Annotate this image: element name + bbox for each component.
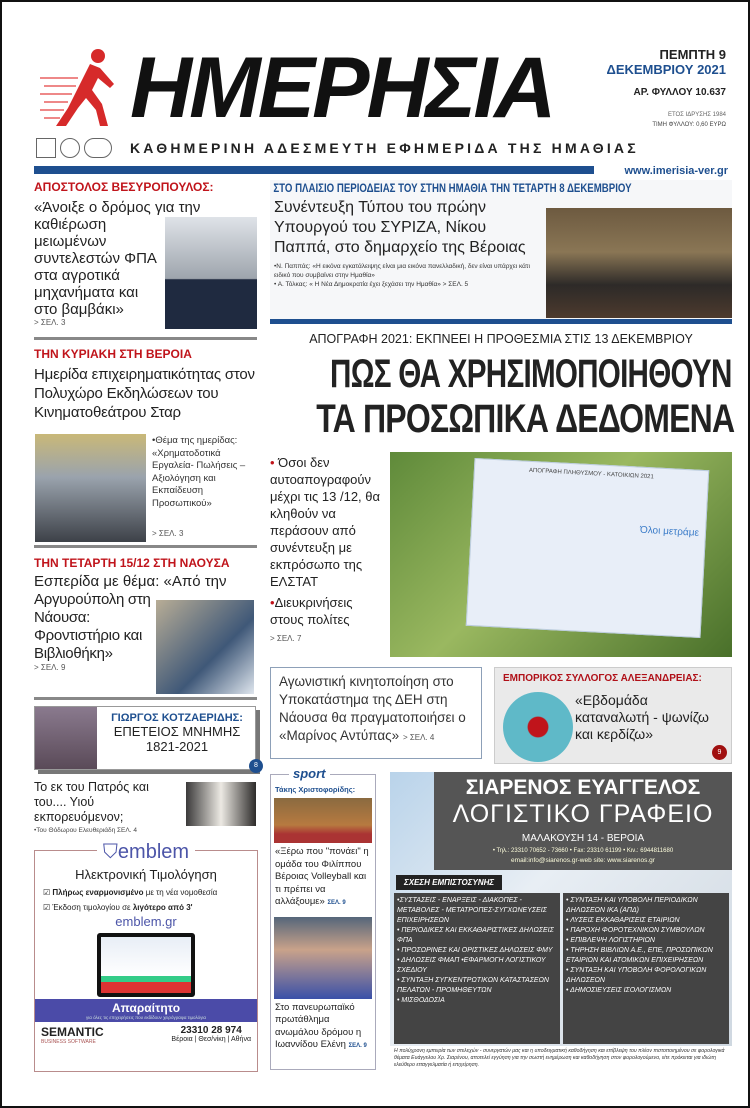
article-kicker: ΕΜΠΟΡΙΚΟΣ ΣΥΛΛΟΓΟΣ ΑΛΕΞΑΝΔΡΕΙΑΣ: xyxy=(503,673,702,684)
main-headline-2: ΤΑ ΠΡΟΣΩΠΙΚΑ ΔΕΔΟΜΕΝΑ xyxy=(316,397,735,441)
article-quote-wrap xyxy=(34,199,257,328)
siarenos-ad[interactable] xyxy=(390,772,732,1070)
logo-badge-icon xyxy=(36,138,56,158)
hall-photo xyxy=(35,434,146,542)
kyriaki-article[interactable] xyxy=(34,347,257,542)
article-headline: Ημερίδα επιχειρηματικότητας στον Πολυχώρο Εκδηλώσεων του Κινηματοθεάτρου Σταρ xyxy=(34,366,255,421)
papas-article[interactable] xyxy=(270,180,732,324)
divider xyxy=(34,337,257,340)
deh-article[interactable]: Αγωνιστική κινητοποίηση στο Υποκατάστημα της ΔΕΗ στη Νάουσα θα πραγματοποιήσει ο «Μαρίνος Αντύπας» > ΣΕΛ. 4 xyxy=(270,667,482,759)
banner: Απαραίτητο για όλες τις επιχειρήσεις που εκδίδουν χειρόγραφα τιμολόγια xyxy=(35,999,257,1022)
ad-footer: Η πολύχρονη εμπειρία των στελεχών - συνεργατών μας και η υποδειγματική καθοδήγηση και επίβλεψη του πλέον πιστοποιημένου σε φορολογικά θέματα Ευάγγελου Χρ. Σιαρένου, αποτελεί εγγύηση για την σωστή ενημέρωση και καθοδήγηση στον φορολογούμενο, είτε πρόκειται για ιδιώτη ελεύθερο επαγγελματία ή επιχείρηση. xyxy=(390,1046,732,1070)
emblem-ad[interactable] xyxy=(34,841,258,1072)
page-badge: 8 xyxy=(249,759,263,773)
emblem-url[interactable]: emblem.gr xyxy=(115,914,177,929)
ad-header: ΣΙΑΡΕΝΟΣ ΕΥΑΓΓΕΛΟΣ ΛΟΓΙΣΤΙΚΟ ΓΡΑΦΕΙΟ ΜΑΛΑΚΟΥΣΗ 14 - ΒΕΡΟΙΑ • Τηλ.: 23310 70652 - 73660 • Fax: 23310 61199 • Κιν.: 6944811680 email:info@siarenos.gr-web site: www.siarenos.gr xyxy=(434,772,732,870)
checkbox-icon: ☑ xyxy=(43,888,53,897)
masthead-tagline: ΚΑΘΗΜΕΡΙΝΗ ΑΔΕΣΜΕΥΤΗ ΕΦΗΜΕΡΙΔΑ ΤΗΣ ΗΜΑΘΙΑΣ xyxy=(130,140,639,156)
article-kicker: ΑΠΟΣΤΟΛΟΣ ΒΕΣΥΡΟΠΟΥΛΟΣ: xyxy=(34,180,214,194)
cities: Βέροια | Θεσ/νίκη | Αθήνα xyxy=(171,1036,251,1043)
sport-label: sport xyxy=(289,766,330,781)
article-headline: Συνέντευξη Τύπου του πρώην Υπουργού του ΣΥΡΙΖΑ, Νίκου Παππά, στο δημαρχείο της Βέροιας xyxy=(274,199,526,256)
phone: 23310 28 974 xyxy=(180,1025,242,1036)
kotzaeridis-photo xyxy=(35,707,97,769)
runner-photo xyxy=(274,917,372,999)
vesyropoulos-article[interactable] xyxy=(34,180,257,336)
issue-number: ΑΡ. ΦΥΛΛΟΥ 10.637 xyxy=(633,87,726,98)
page-ref: > ΣΕΛ. 3 xyxy=(34,318,66,327)
masthead-bar xyxy=(34,166,594,174)
blue-bar xyxy=(270,319,732,324)
census-form: ΑΠΟΓΡΑΦΗ ΠΛΗΘΥΣΜΟΥ - ΚΑΤΟΙΚΙΩΝ 2021 Όλοι μετράμε xyxy=(466,458,709,638)
sport-headline: Στο πανευρωπαϊκό πρωτάθλημα ανωμάλου δρόμου η Ιωαννίδου Ελένη ΣΕΛ. 9 xyxy=(275,1001,367,1050)
byline: •Του Θόδωρου Ελευθεριάδη ΣΕΛ. 4 xyxy=(34,827,137,834)
naousa-article[interactable] xyxy=(34,556,257,696)
article-headline-top: Εσπερίδα με θέμα: «Από την xyxy=(34,573,227,590)
website-link[interactable]: www.imerisia-ver.gr xyxy=(624,165,728,177)
article-headline: «Εβδομάδα καταναλωτή - ψωνίζω και κερδίζω» xyxy=(575,692,709,742)
sport-quote: «Ξέρω που "πονάει" η ομάδα του Φιλίππου Βέροιας Volleyball και τι πρέπει να αλλάξουμε» ΣΕΛ. 9 xyxy=(275,846,369,907)
page-ref: > ΣΕΛ. 9 xyxy=(34,663,66,672)
main-kicker: ΑΠΟΓΡΑΦΗ 2021: ΕΚΠΝΕΕΙ Η ΠΡΟΘΕΣΜΙΑ ΣΤΙΣ 13 ΔΕΚΕΜΒΡΙΟΥ xyxy=(309,332,693,346)
vesyropoulos-photo xyxy=(165,217,257,329)
sport-name: Τάκης Χριστοφορίδης: xyxy=(275,785,356,794)
article-kicker: ΤΗΝ ΤΕΤΑΡΤΗ 15/12 ΣΤΗ ΝΑΟΥΣΑ xyxy=(34,556,230,570)
services-right: • ΣΥΝΤΑΞΗ ΚΑΙ ΥΠΟΒΟΛΗ ΠΕΡΙΟΔΙΚΩΝ ΔΗΛΩΣΕΩΝ ΙΚΑ (ΑΠΔ) • ΛΥΣΕΙΣ ΕΚΚΑΘΑΡΙΣΕΙΣ ΕΤΑΙΡΙΩΝ • ΠΑΡΟΧΗ ΦΟΡΟΤΕΧΝΙΚΩΝ ΣΥΜΒΟΥΛΩΝ • ΕΠΙΒΛΕΨΗ ΛΟΓΙΣΤΗΡΙΩΝ • ΤΗΡΗΣΗ ΒΙΒΛΙΩΝ Α.Ε., ΕΠΕ, ΠΡΟΣΩΠΙΚΩΝ ΕΤΑΙΡΙΩΝ ΚΑΙ ΑΤΟΜΙΚΩΝ ΕΠΙΧΕΙΡΗΣΕΩΝ • ΣΥΝΤΑΞΗ ΚΑΙ ΥΠΟΒΟΛΗ ΦΟΡΟΛΟΓΙΚΩΝ ΔΗΛΩΣΕΩΝ • ΔΗΜΟΣΙΕΥΣΕΙΣ ΙΣΟΛΟΓΙΣΜΩΝ xyxy=(563,893,729,1044)
partner-logos xyxy=(36,138,116,160)
page-ref: > ΣΕΛ. 7 xyxy=(270,634,302,643)
divider xyxy=(34,697,257,700)
day: ΠΕΜΠΤΗ 9 xyxy=(659,47,726,62)
map-photo xyxy=(156,600,254,694)
census-form-photo xyxy=(390,452,732,657)
services-left: •ΣΥΣΤΑΣΕΙΣ - ΕΝΑΡΞΕΙΣ - ΔΙΑΚΟΠΕΣ - ΜΕΤΑΒΟΛΕΣ - ΜΕΤΑΤΡΟΠΕΣ-ΣΥΓΧΩΝΕΥΣΕΙΣ ΕΠΙΧΕΙΡΗΣΕΩΝ • ΠΕΡΙΟΔΙΚΕΣ ΚΑΙ ΕΚΚΑΘΑΡΙΣΤΙΚΕΣ ΔΗΛΩΣΕΙΣ ΦΠΑ • ΠΡΟΣΩΡΙΝΕΣ ΚΑΙ ΟΡΙΣΤΙΚΕΣ ΔΗΛΩΣΕΙΣ ΦΜΥ • ΔΗΛΩΣΕΙΣ ΦΜΑΠ •ΕΦΑΡΜΟΓΗ ΛΟΓΙΣΤΙΚΟΥ ΣΧΕΔΙΟΥ • ΣΥΝΤΑΞΗ ΣΥΓΚΕΝΤΡΩΤΙΚΩΝ ΚΑΤΑΣΤΑΣΕΩΝ ΠΕΛΑΤΩΝ - ΠΡΟΜΗΘΕΥΤΩΝ • ΜΙΣΘΟΔΟΣΙΑ xyxy=(394,893,560,1044)
company-sub: BUSINESS SOFTWARE xyxy=(41,1039,96,1045)
volleyball-photo xyxy=(274,798,372,843)
checkbox-icon: ☑ xyxy=(43,903,53,912)
logo-seal-icon xyxy=(60,138,80,158)
page-ref: > ΣΕΛ. 3 xyxy=(152,529,184,538)
article-headline: Το εκ του Πατρός και του.... Υιού εκπορευόμενον; xyxy=(34,780,149,824)
article-kicker: ΣΤΟ ΠΛΑΙΣΙΟ ΠΕΡΙΟΔΕΙΑΣ ΤΟΥ ΣΤΗΝ ΗΜΑΘΙΑ ΤΗΝ ΤΕΤΑΡΤΗ 8 ΔΕΚΕΜΒΡΙΟΥ xyxy=(273,183,632,195)
years: 1821-2021 xyxy=(145,739,209,754)
article-headline-rest: Αργυρούπολη στη Νάουσα: Φροντιστήριο και Βιβλιοθήκη» xyxy=(34,591,151,662)
emporikos-article[interactable] xyxy=(494,667,732,764)
promo-badge-icon xyxy=(503,692,573,762)
main-headline-1: ΠΩΣ ΘΑ ΧΡΗΣΙΜΟΠΟΙΗΘΟΥΝ xyxy=(330,352,732,396)
page-badge: 9 xyxy=(712,745,727,760)
name: ΓΙΩΡΓΟΣ ΚΟΤΖΑΕΡΙΔΗΣ: xyxy=(111,712,243,724)
divider xyxy=(34,545,257,548)
emblem-brand: ⛉emblem xyxy=(35,841,257,864)
trust-label: ΣΧΕΣΗ ΕΜΠΙΣΤΟΣΥΝΗΣ xyxy=(396,875,502,890)
bullet: • Α. Τόλκας: « Η Νέα Δημοκρατία έχει ξεχάσει την Ημαθία» > ΣΕΛ. 5 xyxy=(274,281,469,288)
runner-logo-icon xyxy=(38,48,118,128)
logo-eea-icon xyxy=(84,138,112,158)
kotzaeridis-box[interactable] xyxy=(34,706,256,770)
patros-article[interactable] xyxy=(34,780,257,834)
bullet: •Διευκρινήσεις στους πολίτες xyxy=(270,595,353,627)
semantic-logo: SEMANTIC xyxy=(41,1025,104,1039)
title: ΕΠΕΤΕΙΟΣ ΜΝΗΜΗΣ xyxy=(113,724,241,739)
emblem-subtitle: Ηλεκτρονική Τιμολόγηση xyxy=(75,867,217,882)
masthead-info xyxy=(586,47,726,128)
sport-section[interactable] xyxy=(270,766,376,1070)
masthead-title: ΗΜΕΡΗΣΙΑ xyxy=(130,40,554,136)
price: ΤΙΜΗ ΦΥΛΛΟΥ: 0,60 ΕΥΡΩ xyxy=(652,122,726,128)
check-item: ☑ Πλήρως εναρμονισμένο με τη νέα νομοθεσία xyxy=(43,888,218,897)
bullet: •Ν. Παππάς: «Η εικόνα εγκατάλειψης είναι μια εικόνα πανελλαδική, δεν είναι υπάρχει κάτι ειδικό που συμβαίνει στην Ημαθία» xyxy=(274,263,530,279)
main-bullets xyxy=(270,454,388,647)
article-kicker: ΤΗΝ ΚΥΡΙΑΚΗ ΣΤΗ ΒΕΡΟΙΑ xyxy=(34,347,192,361)
laptop-screenshot xyxy=(97,933,195,997)
article-quote: «Άνοιξε ο δρόμος για την καθιέρωση μειωμένων συντελεστών ΦΠΑ στα αγροτικά μηχανήματα και στο βαμβάκι» xyxy=(34,199,201,318)
press-conference-photo xyxy=(546,208,732,318)
patros-photo xyxy=(186,782,256,826)
shield-icon: ⛉ xyxy=(102,841,118,863)
date: ΔΕΚΕΜΒΡΙΟΥ 2021 xyxy=(606,62,726,77)
article-bullet: •Θέμα της ημερίδας: «Χρηματοδοτικά Εργαλεία- Πωλήσεις – Αξιολόγηση και Εκπαίδευση Προσωπικού» xyxy=(152,435,246,509)
check-item: ☑ Έκδοση τιμολογίου σε λιγότερο από 3' xyxy=(43,903,193,912)
bullet: • Όσοι δεν αυτοαπογραφούν μέχρι τις 13 /12, θα κληθούν να περάσουν από συνέντευξη με εκπρόσωπο της ΕΛΣΤΑΤ xyxy=(270,455,381,589)
founded: ΕΤΟΣ ΙΔΡΥΣΗΣ 1984 xyxy=(667,112,726,118)
